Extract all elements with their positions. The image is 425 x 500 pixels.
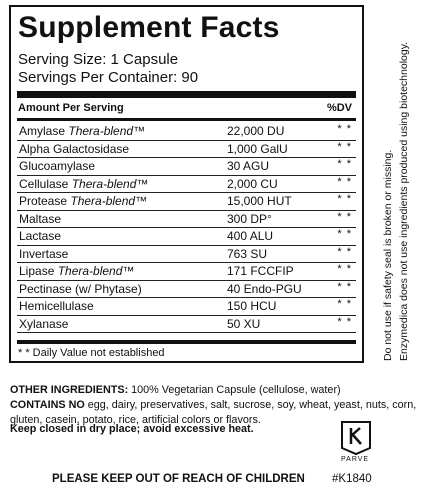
ingredient-row xyxy=(17,158,356,176)
thick-divider xyxy=(17,91,356,98)
ingredient-row xyxy=(17,123,356,141)
ingredient-name: Alpha Galactosidase xyxy=(19,141,130,156)
ingredients-text: 100% Vegetarian Capsule (cellulose, water) xyxy=(128,384,341,396)
daily-value-header: %DV xyxy=(326,102,352,114)
ingredient-name: Lactase xyxy=(19,229,62,243)
ingredient-row xyxy=(17,281,356,299)
contains-no-text: egg, dairy, preservatives, salt, sucrose, soy, wheat, yeast, nuts, corn, gluten, casein, potato, rice, artificial colors or flavors. xyxy=(10,399,417,426)
daily-value-footnote: * * Daily Value not established xyxy=(18,347,165,359)
ingredient-name: Cellulase Thera-blend™ xyxy=(19,176,149,191)
ingredients-line xyxy=(10,383,418,398)
contains-no-label: CONTAINS NO xyxy=(10,399,85,411)
ingredient-dv: * * xyxy=(337,228,352,240)
ingredients-label: OTHER INGREDIENTS: xyxy=(10,384,129,396)
ingredient-amount: 15,000 HUT xyxy=(227,194,292,208)
header-divider xyxy=(17,118,356,121)
facts-title: Supplement Facts xyxy=(18,11,280,44)
ingredient-row xyxy=(17,228,356,246)
kosher-symbol-icon xyxy=(339,418,373,456)
ingredient-row xyxy=(17,263,356,281)
ingredient-row xyxy=(17,298,356,316)
ingredient-row xyxy=(17,193,356,211)
ingredient-dv: * * xyxy=(337,298,352,310)
ingredient-name: Hemicellulase xyxy=(19,299,94,313)
ingredient-name: Pectinase (w/ Phytase) xyxy=(19,281,142,296)
ingredient-name: Glucoamylase xyxy=(19,159,96,173)
ingredient-dv: * * xyxy=(337,158,352,170)
biotech-notice: Enzymedica does not use ingredients produced using biotechnology. xyxy=(398,41,410,361)
ingredient-row xyxy=(17,211,356,229)
side-notice xyxy=(371,5,421,363)
ingredient-name: Amylase Thera-blend™ xyxy=(19,124,146,138)
ingredient-amount: 150 HCU xyxy=(227,299,277,313)
ingredient-dv: * * xyxy=(337,193,352,205)
ingredient-dv: * * xyxy=(337,245,352,258)
ingredient-amount: 40 Endo-PGU xyxy=(227,281,302,296)
ingredient-row xyxy=(17,176,356,194)
ingredient-row xyxy=(17,141,356,159)
ingredient-amount: 763 SU xyxy=(227,246,268,261)
safety-seal-notice: Do not use if safety seal is broken or missing. xyxy=(382,149,394,361)
ingredient-dv: * * xyxy=(337,210,352,223)
ingredient-dv: * * xyxy=(337,280,352,293)
ingredient-amount: 1,000 GalU xyxy=(227,141,288,156)
product-code: #K1840 xyxy=(332,473,372,485)
ingredient-row xyxy=(17,316,356,334)
child-warning: PLEASE KEEP OUT OF REACH OF CHILDREN xyxy=(52,473,305,485)
ingredient-amount: 400 ALU xyxy=(227,229,274,243)
ingredient-dv: * * xyxy=(337,263,352,275)
ingredient-name: Lipase Thera-blend™ xyxy=(19,264,135,278)
ingredient-dv: * * xyxy=(337,315,352,328)
ingredient-amount: 171 FCCFIP xyxy=(227,264,294,278)
ingredient-amount: 50 XU xyxy=(227,316,261,331)
ingredient-amount: 300 DP° xyxy=(227,211,272,226)
ingredient-dv: * * xyxy=(337,123,352,135)
ingredient-name: Maltase xyxy=(19,211,62,226)
serving-size: Serving Size: 1 Capsule xyxy=(18,51,179,68)
ingredient-name: Invertase xyxy=(19,246,69,261)
ingredient-name: Protease Thera-blend™ xyxy=(19,194,148,208)
ingredient-dv: * * xyxy=(337,140,352,153)
ingredient-amount: 22,000 DU xyxy=(227,124,285,138)
storage-instructions: Keep closed in dry place; avoid excessive heat. xyxy=(10,423,254,435)
ingredient-dv: * * xyxy=(337,175,352,188)
ingredient-name: Xylanase xyxy=(19,316,69,331)
amount-per-serving-header: Amount Per Serving xyxy=(18,102,124,114)
ingredient-amount: 30 AGU xyxy=(227,159,270,173)
bottom-divider xyxy=(17,340,356,344)
ingredient-amount: 2,000 CU xyxy=(227,176,278,191)
supplement-facts-panel xyxy=(9,5,364,363)
parve-label: PARVE xyxy=(341,456,370,463)
ingredient-row xyxy=(17,246,356,264)
servings-per-container: Servings Per Container: 90 xyxy=(18,69,199,86)
ingredient-rows xyxy=(17,123,356,333)
